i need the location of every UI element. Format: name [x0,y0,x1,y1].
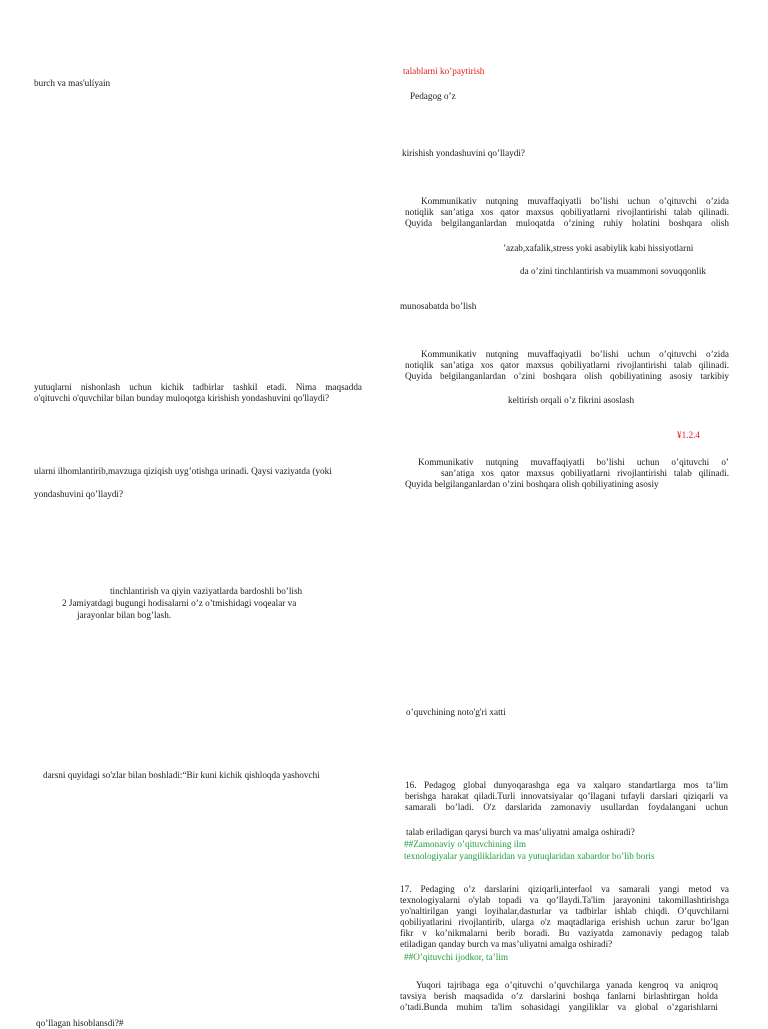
left-fragment-2 [34,382,362,404]
paragraph-4-line-2: tavsiya berish maqsadida o’z darslarini boshqa fanlarni birlashtirgan holda [400,991,718,1001]
paragraph-3-line-2: san’atiga xos qator maxsus qobiliyatlarni rivojlantirishi talab qilinadi. [441,468,729,478]
question-16-line-4: talab eriladigan qarysi burch va mas’uliyatni amalga oshiradi? [406,827,635,837]
paragraph-2-line-3: Quyida belgilanganlardan o’zini boshqara olish qobiliyatining asosiy tarkibiy [405,371,729,381]
paragraph-1-line-2: notiqlik san’atiga xos qator maxsus qobiliyatlarni rivojlantirishi talab qilinadi. [405,207,729,217]
question-16-line-1: 16. Pedagog global dunyoqarashga ega va xalqaro standartlarga mos ta’lim [405,780,728,790]
left-fragment-1: burch va mas'ulíyain [34,78,111,88]
paragraph-1 [405,196,729,229]
red-answer-heading: talablarni ko’paytirish [403,66,485,76]
left-fragment-4: yondashuvini qo’llaydi? [34,489,124,499]
right-fragment-pedagog: Pedagog o’z [410,91,456,101]
paragraph-4-line-1: Yuqori tajribaga ega o’qituvchi o’quvchilarga yanada kengroq va aniqroq [416,980,718,990]
paragraph-4-line-3: o’tadi.Bunda muhim ta'lim sohasidagi yangiliklar va global o’zgarishlarni [400,1002,718,1012]
right-fragment-behaviour: o’quvchining noto'g'ri xatti [406,707,506,717]
right-fragment-reasoning: keltirish orqali o’z fikrini asoslash [508,395,635,405]
left-fragment-3: ularni ilhomlantirib,mavzuga qiziqish uyg’otishga urinadi. Qaysi vaziyatda (yoki [34,466,332,476]
question-17-line-1: 17. Pedaging o’z darslarini qiziqarli,interfaol va samarali yangi metod va [400,884,729,894]
question-16-answer-2: texnologiyalar yangiliklaridan va yutuqlaridan xabardor bo’lib boris [404,851,655,861]
right-fragment-question: kirishish yondashuvini qo’llaydi? [402,148,525,158]
question-16-answer-1: ##Zamonaviy o’qituvchining ilm [404,839,526,849]
question-17-line-3: yo'naltirilgan yangi loyihalar,dasturlar va tadbirlar ishlab chiqdi. O’quvchilarni [400,906,729,916]
question-17-line-5: fikr v ko’nikmalarni berib boradi. Bu vaziyatda zamonaviy pedagog talab [400,928,729,938]
left-fragment-2-line-1: yutuqlarni nishonlash uchun kichik tadbirlar tashkil etadi. Nima maqsadda [34,382,362,392]
paragraph-2-line-1: Kommunikativ nutqning muvaffaqiyatli bo’lishi uchun o’qituvchi o’zida [421,349,729,359]
question-17-line-6: etiladigan qanday burch va mas’uliyatni amalga oshiradi? [400,939,613,949]
right-fragment-calm: da o’zini tinchlantirish va muammoni sovuqqonlik [520,266,707,276]
question-17-line-4: qobiliyatlarini rivojlantirib, ularga o'z maqtadlariga erishish uchun zarur bo’lgan [400,917,729,927]
question-17-line-2: texnologiyalarni o'ylab topadi va qo’llaydi.Ta'lim jarayonini takomillashtirishga [400,895,729,905]
paragraph-4 [400,980,718,1013]
paragraph-3 [405,457,729,490]
right-fragment-emotions: ’azab,xafalik,stress yoki asabiylik kabi hissiyotlarni [503,243,694,253]
question-16-line-3: samarali bo’ladi. O'z darslarida zamonaviy usullardan foydalangani uchun [405,802,728,812]
left-fragment-7: darsni quyidagi so'zlar bilan boshladi:“Bir kuni kichik qishloqda yashovchi [43,770,320,780]
paragraph-3-line-1: Kommunikativ nutqning muvaffaqiyatli bo’lishi uchun o’qituvchi o’ [418,457,729,467]
left-fragment-6-line-1: 2 Jamiyatdagi bugungi hodisalarni o’z o’tmishidagi voqealar va [62,598,297,608]
paragraph-2 [405,349,729,382]
left-fragment-8: qo’llagan hisoblansdi?# [36,1018,124,1028]
question-17-answer: ##O’qituvchi ijodkor, ta’lim [404,952,508,962]
left-fragment-5: tinchlantirish va qiyin vaziyatlarda bardoshli bo’lish [110,586,303,596]
paragraph-3-line-3: Quyida belgilanganlardan o’zini boshqara olish qobiliyatining asosiy [405,479,659,489]
red-code-label: ¥1.2.4 [677,430,700,440]
paragraph-1-line-3: Quyida belgilanganlardan muloqatda o’zining ruhiy holatini boshqara olish [405,218,729,228]
paragraph-2-line-2: notiqlik san’atiga xos qator maxsus qobiliyatlarni rivojlantirishi talab qilinadi. [405,360,729,370]
question-17 [400,884,729,950]
question-16 [405,780,728,813]
right-fragment-relation: munosabatda bo’lish [400,301,477,311]
question-16-line-2: berishga harakat qiladi.Turli innovatsiyalar qo’llagani tufayli darslari qiziqarli va [405,791,728,801]
paragraph-1-line-1: Kommunikativ nutqning muvaffaqiyatli bo’lishi uchun o’qituvchi o’zida [421,196,729,206]
left-fragment-2-line-2: o'qituvchi o'quvchilar bilan bunday muloqotga kirishish yondashuvini qo'llaydi? [34,393,330,403]
left-fragment-6-line-2: jarayonlar bilan bog’lash. [77,610,172,620]
